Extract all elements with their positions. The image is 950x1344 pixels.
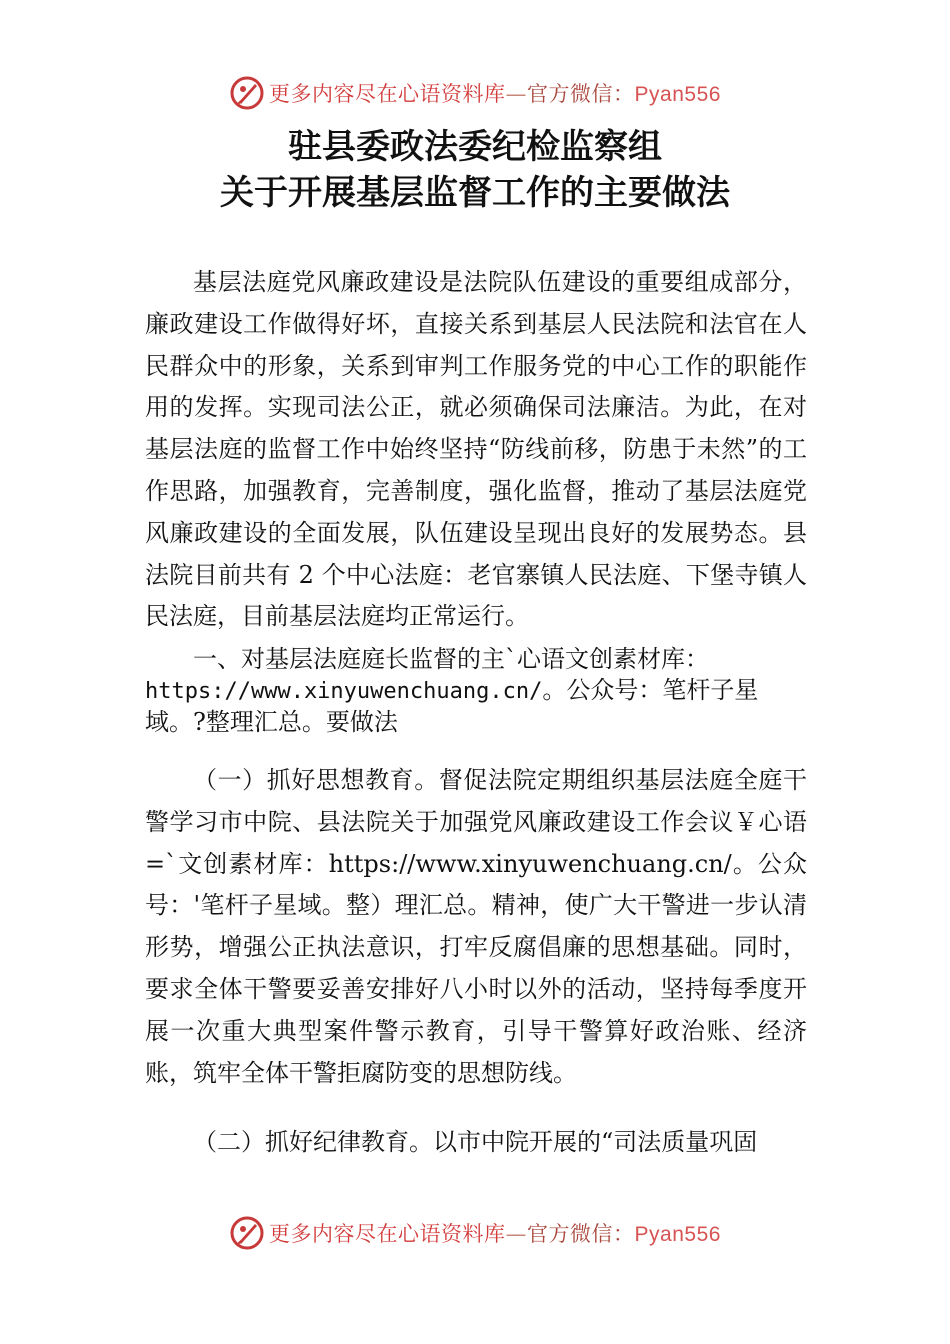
paragraph-ideological-education: （一）抓好思想教育。督促法院定期组织基层法庭全庭干警学习市中院、县法院关于加强党风廉政建设工作会议￥心语=`文创素材库：https://www.xinyuwenchuang.cn/。公众号：'笔杆子星域。整）理汇总。精神，使广大干警进一步认清形势，增强公正执法意识，打牢反腐倡廉的思想基础。同时，要求全体干警要妥善安排好八小时以外的活动，坚持每季度开展一次重大典型案件警示教育，引导干警算好政治账、经济账，筑牢全体干警拒腐防变的思想防线。 <box>145 766 807 1087</box>
paragraph-intro: 基层法庭党风廉政建设是法院队伍建设的重要组成部分，廉政建设工作做得好坏，直接关系到基层人民法院和法官在人民群众中的形象，关系到审判工作服务党的中心工作的职能作用的发挥。实现司法公正，就必须确保司法廉洁。为此，在对基层法庭的监督工作中始终坚持“防线前移，防患于未然”的工作思路，加强教育，完善制度，强化监督，推动了基层法庭党风廉政建设的全面发展，队伍建设呈现出良好的发展势态。县法院目前共有 2 个中心法庭：老官寨镇人民法庭、下堡寺镇人民法庭，目前基层法庭均正常运行。 <box>145 268 807 631</box>
watermark-banner-bottom <box>0 1210 950 1256</box>
section-heading-text-a: 一、对基层法庭庭长监督的主`心语文创素材库： <box>193 645 709 673</box>
document-title-line-2: 关于开展基层监督工作的主要做法 <box>220 173 730 213</box>
watermark-banner-top <box>0 70 950 116</box>
watermark-text: 更多内容尽在心语资料库—官方微信：Pyan556 <box>269 82 721 106</box>
section-heading-text-b: 。公众号：笔杆子星域。?整理汇总。要做法 <box>145 676 759 736</box>
section-heading-one <box>145 644 807 738</box>
paragraph-discipline-education: （二）抓好纪律教育。以市中院开展的“司法质量巩固 <box>193 1128 758 1156</box>
quill-pen-logo <box>229 1215 265 1251</box>
document-title-line-1: 驻县委政法委纪检监察组 <box>288 127 662 167</box>
watermark-url: https://www.xinyuwenchuang.cn/ <box>145 679 543 704</box>
quill-pen-logo <box>229 75 265 111</box>
watermark-text: 更多内容尽在心语资料库—官方微信：Pyan556 <box>269 1222 721 1246</box>
